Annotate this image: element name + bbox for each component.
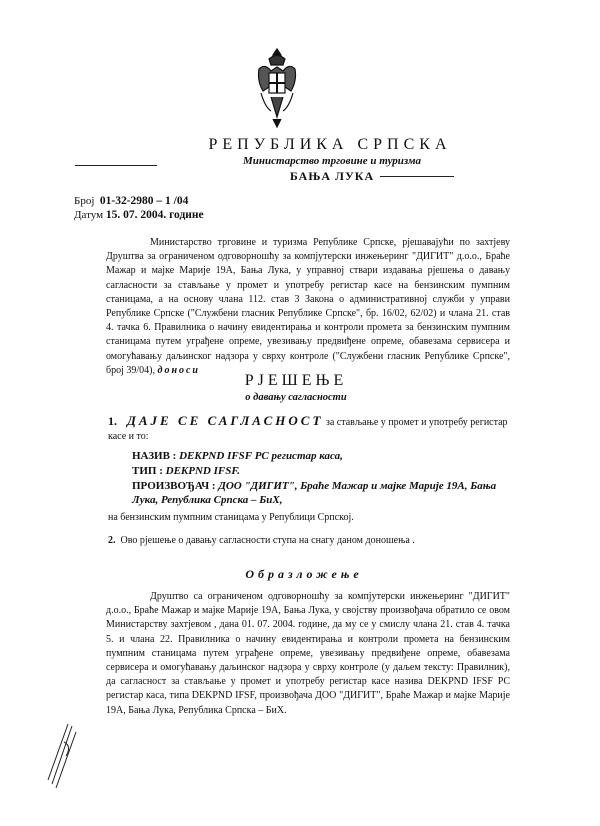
city-name: БАЊА ЛУКА xyxy=(289,169,375,183)
coat-of-arms-icon xyxy=(255,47,299,129)
spec-manufacturer: ПРОИЗВОЂАЧ : ДОО "ДИГИТ", Браће Мажар и мајке Марије 19А, Бања Лука, Република Српска – БиХ, xyxy=(132,480,497,506)
document-number: Број 01-32-2980 – 1 /04 xyxy=(74,195,189,207)
decision-item-2: 2. Ово рјешење о давању сагласности ступа на снагу даном доношења . xyxy=(108,535,415,546)
decision-subtitle: о давању сагласности xyxy=(245,392,347,403)
spec-name: НАЗИВ : DEKPND IFSF PC регистар каса, xyxy=(132,450,343,462)
signature-mark-icon xyxy=(42,722,82,792)
reasoning-title: Образложење xyxy=(245,567,363,581)
spec-type: ТИП : DEKPND IFSF. xyxy=(132,465,241,477)
document-date: Датум 15. 07. 2004. године xyxy=(74,209,204,221)
header-rule-right xyxy=(380,176,454,177)
decision-title: РЈЕШЕЊЕ xyxy=(244,372,348,389)
decision-item-1: 1. ДАЈЕ СЕ САГЛАСНОСТ за стављање у промет и употребу регистар касе и то: xyxy=(108,413,508,442)
intro-paragraph: Министарство трговине и туризма Републике Српске, рјешавајући по захтјеву Друштва за ограниченом одговорношћу за компјутерски инжењеринг "ДИГИТ" д.о.о., Браће Мажар и мајке Марије 19А, Бања Лука, у управној ствари издавања рјешења о давању сагласности за стављање у промет и употребу регистар касе на бензинским пумпним станицама, а на основу члана 112. став 3 Закона о административној служби у управи Републике Српске ("Службени гласник Републике Српске", бр. 16/02, 62/02) и члана 21. став 4. тачка 6. Правилника о начину евидентирања и контроли промета за бензинским пумпним станицама путем уграђене опреме, увезивању предвиђене опреме, обавезама сервисера и омогућавању даљинског надзора у сврху контроле ("Службени гласник Републике Српске", број 39/04), доноси xyxy=(106,237,510,376)
ministry-name: Министарство трговине и туризма xyxy=(243,155,421,167)
reasoning-paragraph: Друштво са ограниченом одговорношћу за компјутерски инжењеринг "ДИГИТ" д.о.о., Браће Мажар и мајке Марије 19А, Бања Лука, у својству произвођача обратило се овом Министарству захтјевом , дана 01. 07. 2004. године, да му се у смислу члана 21. став 4. тачка 5. и члана 22. Правилника о начину евидентирања и контроли промета на бензинским пумпним станицама путем уграђене опреме, увезивању предвиђене опреме, обавезама сервисера и омогућавању даљинског надзора у сврху контроле (у даљем тексту: Правилник), да сагласност за стављање у промет и употребу регистар касе назива DEKPND IFSF PC регистар каса, типа DEKPND IFSF, произвођача ДОО "ДИГИТ", Браће Мажар и мајке Марије 19А, Бања Лука, Република Српска – БиХ. xyxy=(106,591,510,716)
stations-line: на бензинским пумпним станицама у Републици Српској. xyxy=(108,512,354,523)
republic-name: РЕПУБЛИКА СРПСКА xyxy=(208,136,452,153)
